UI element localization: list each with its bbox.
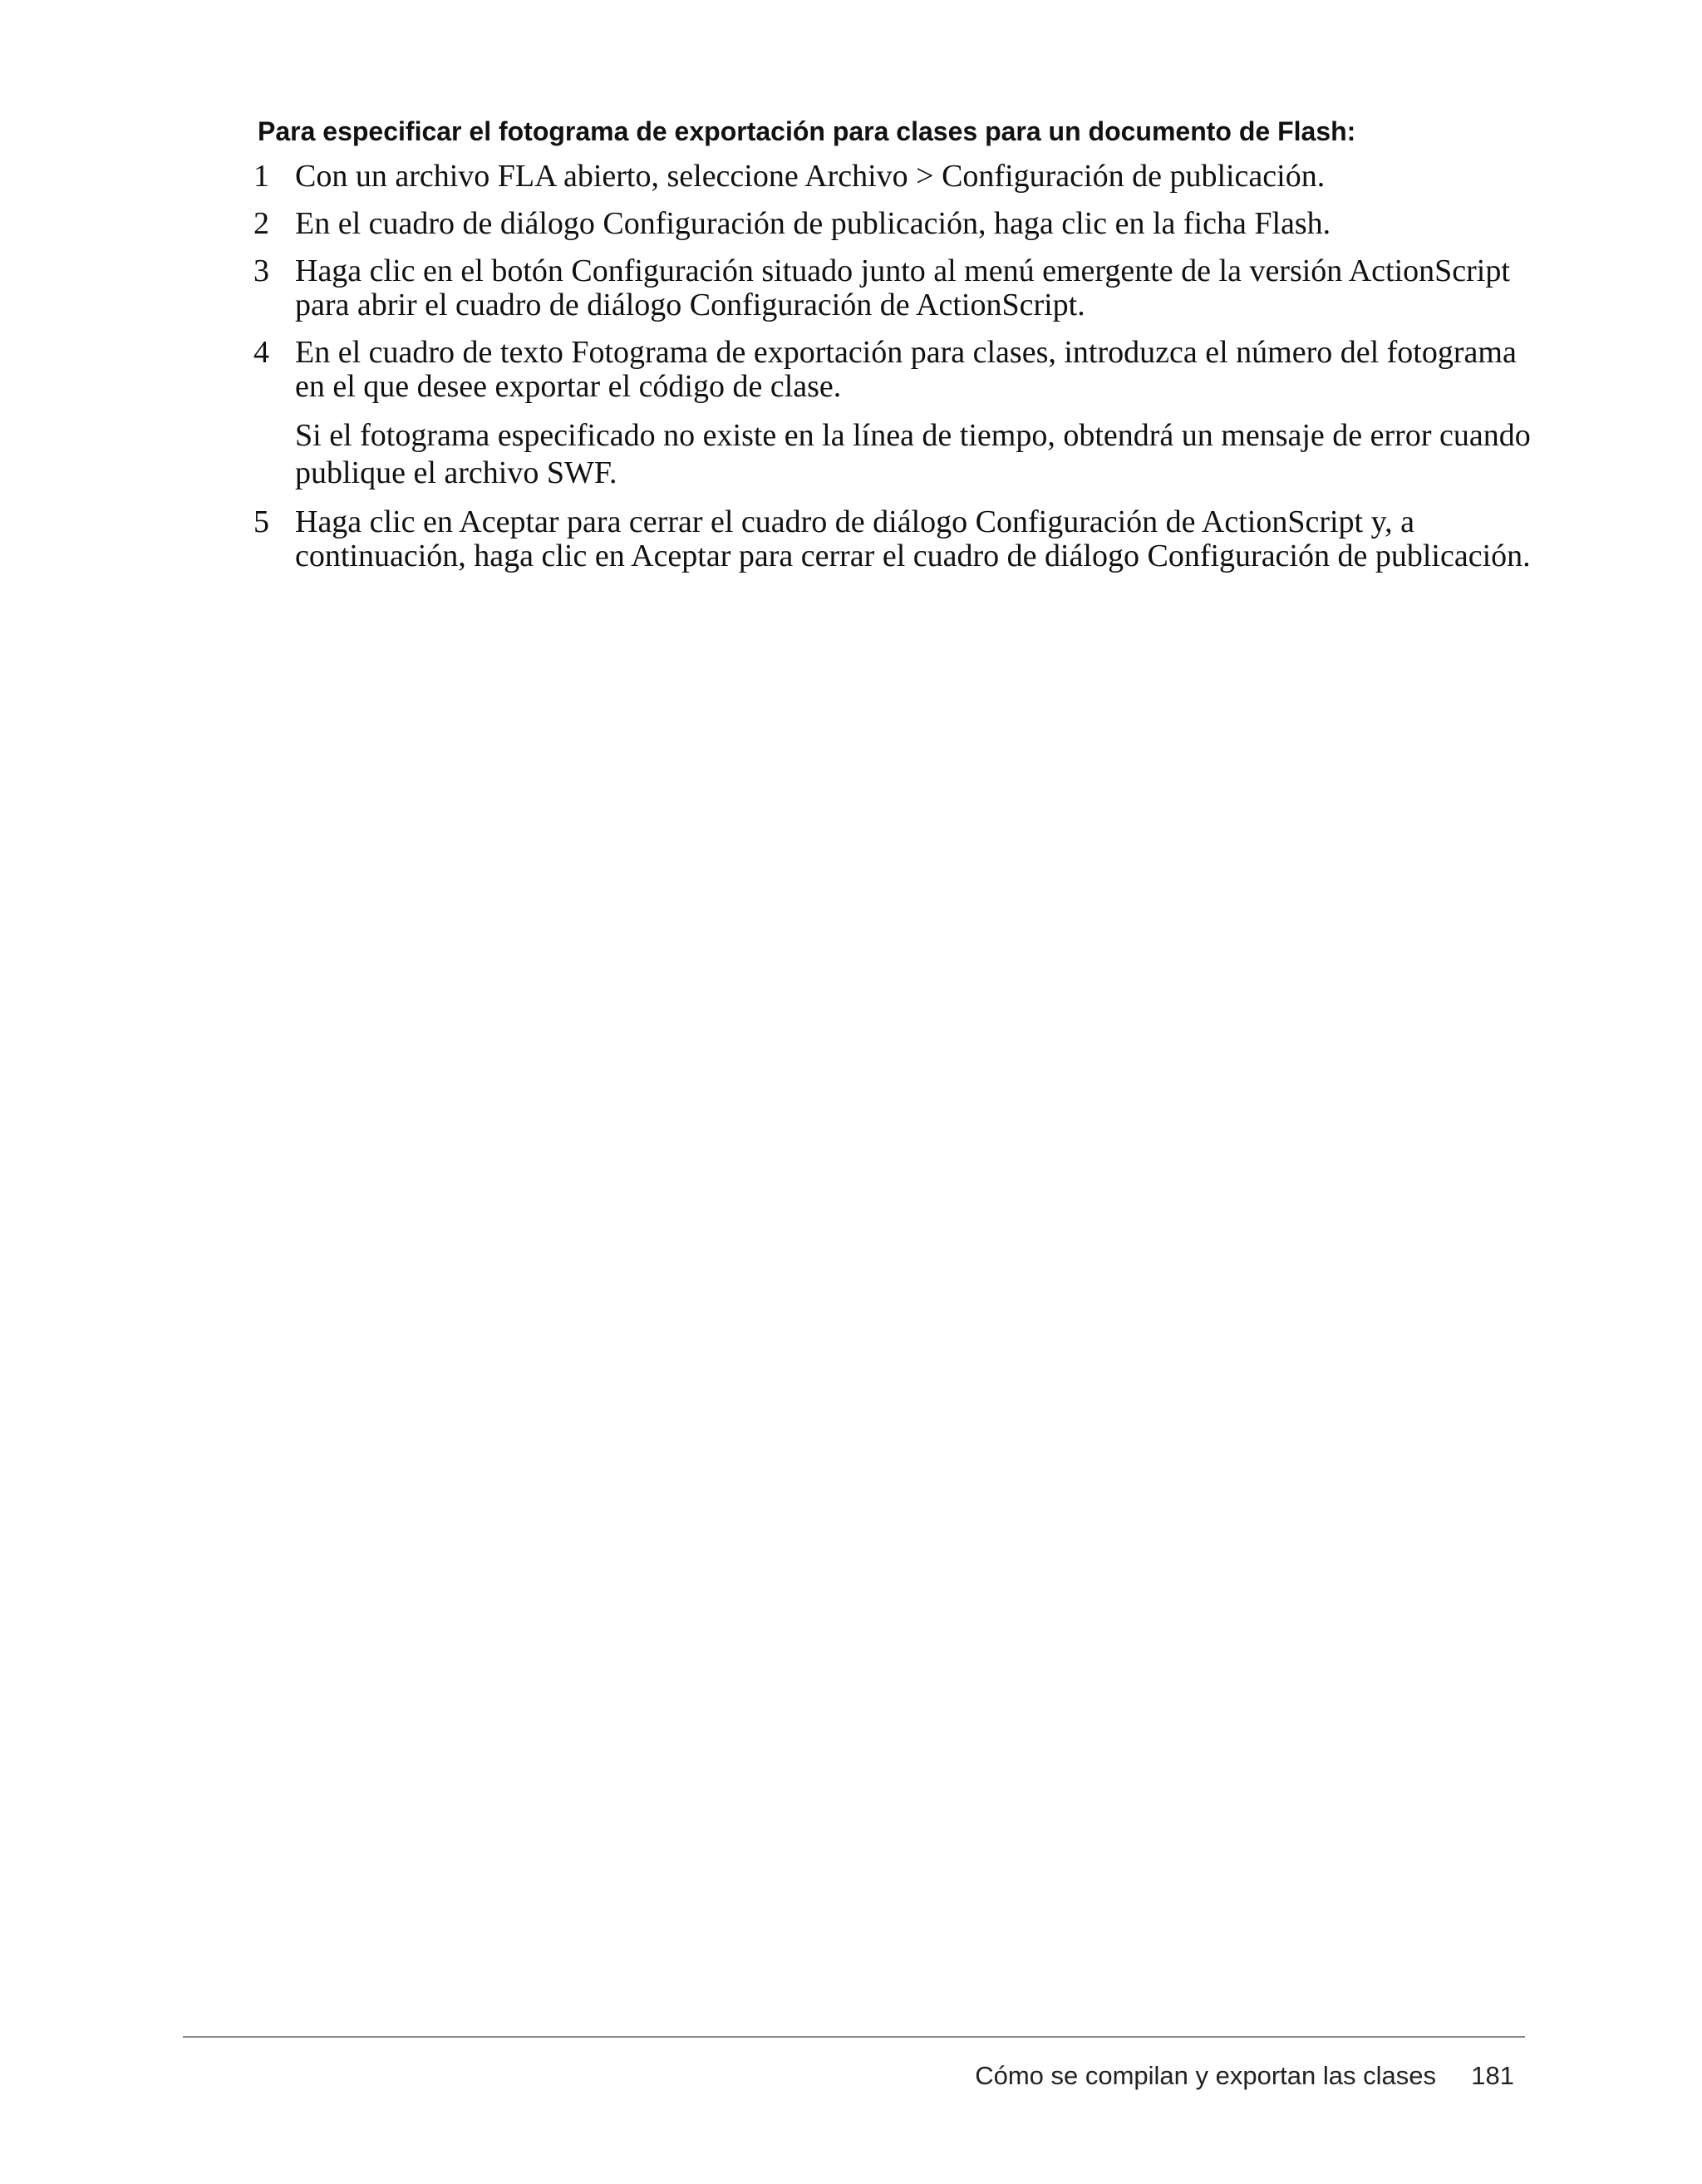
step-number: 5: [253, 504, 269, 539]
step-text: En el cuadro de diálogo Configuración de publicación, haga clic en la ficha Flash.: [295, 206, 1331, 241]
step-4: [253, 336, 1550, 492]
footer-chapter-title: Cómo se compilan y exportan las clases: [975, 2061, 1436, 2090]
step-text: En el cuadro de texto Fotograma de exportación para clases, introduzca el número del fotograma en el que desee exportar el código de clase.: [295, 335, 1517, 404]
step-note: Si el fotograma especificado no existe en la línea de tiempo, obtendrá un mensaje de error cuando publique el archivo SWF.: [295, 418, 1531, 490]
procedure-steps: [253, 160, 1550, 587]
step-text: Haga clic en Aceptar para cerrar el cuadro de diálogo Configuración de ActionScript y, a continuación, haga clic en Aceptar para cerrar el cuadro de diálogo Configuración de publicación.: [295, 504, 1531, 573]
step-5: [253, 505, 1550, 573]
footer-divider: [183, 2036, 1525, 2038]
step-text: Haga clic en el botón Configuración situado junto al menú emergente de la versión ActionScript para abrir el cuadro de diálogo Configuración de ActionScript.: [295, 253, 1510, 322]
step-number: 1: [253, 159, 269, 194]
page-number: 181: [1471, 2061, 1514, 2090]
step-1: [253, 160, 1550, 194]
step-2: [253, 207, 1550, 241]
step-3: [253, 254, 1550, 322]
step-number: 2: [253, 206, 269, 241]
procedure-heading: Para especificar el fotograma de exportación para clases para un documento de Flash:: [258, 116, 1356, 146]
step-number: 3: [253, 253, 269, 288]
step-number: 4: [253, 335, 269, 370]
step-text: Con un archivo FLA abierto, seleccione Archivo > Configuración de publicación.: [295, 159, 1326, 194]
